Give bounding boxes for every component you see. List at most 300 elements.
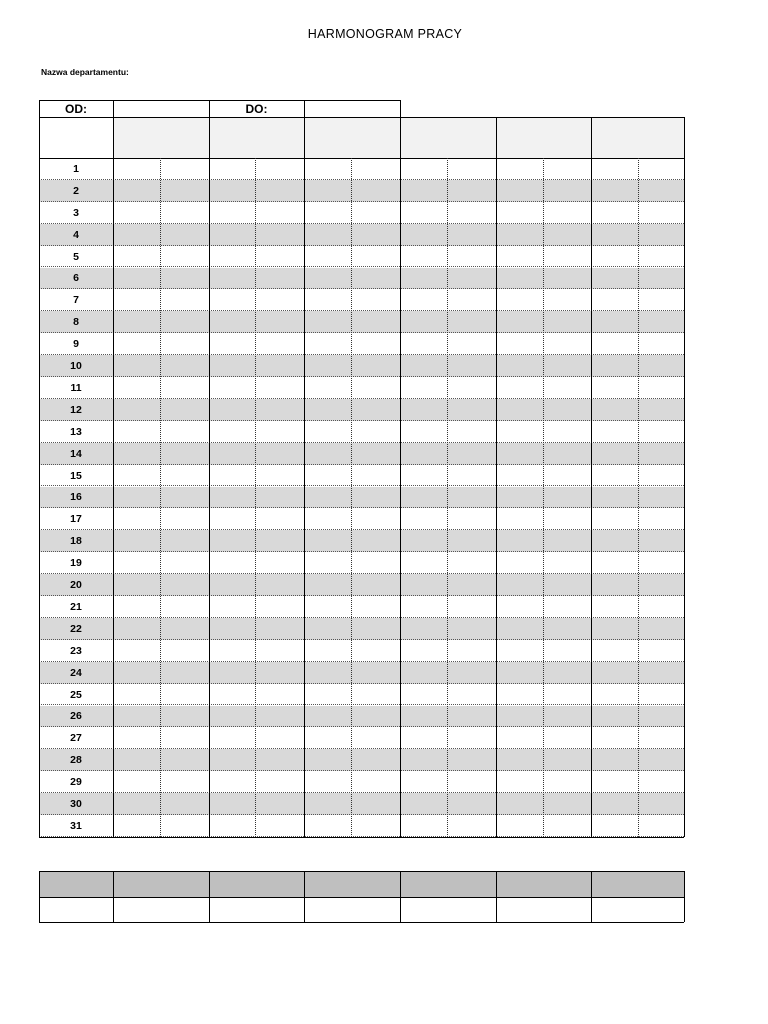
schedule-cell[interactable] — [497, 378, 542, 398]
schedule-cell[interactable] — [352, 619, 399, 639]
schedule-cell[interactable] — [544, 509, 590, 529]
schedule-cell[interactable] — [210, 290, 254, 310]
schedule-cell[interactable] — [401, 466, 446, 486]
schedule-cell[interactable] — [161, 794, 208, 814]
schedule-cell[interactable] — [114, 225, 159, 245]
schedule-cell[interactable] — [639, 444, 683, 464]
schedule-cell[interactable] — [305, 707, 350, 727]
schedule-cell[interactable] — [544, 225, 590, 245]
summary-cell[interactable] — [498, 873, 589, 894]
schedule-cell[interactable] — [448, 444, 495, 464]
schedule-cell[interactable] — [114, 575, 159, 595]
schedule-cell[interactable] — [497, 816, 542, 836]
summary-cell[interactable] — [306, 873, 398, 894]
schedule-cell[interactable] — [639, 707, 683, 727]
schedule-cell[interactable] — [592, 553, 637, 573]
schedule-cell[interactable] — [401, 356, 446, 376]
summary-cell[interactable] — [402, 899, 494, 920]
schedule-cell[interactable] — [256, 531, 303, 551]
schedule-cell[interactable] — [639, 356, 683, 376]
schedule-cell[interactable] — [352, 794, 399, 814]
schedule-cell[interactable] — [161, 553, 208, 573]
schedule-cell[interactable] — [592, 247, 637, 267]
schedule-cell[interactable] — [305, 356, 350, 376]
schedule-cell[interactable] — [114, 619, 159, 639]
schedule-cell[interactable] — [448, 378, 495, 398]
schedule-cell[interactable] — [448, 816, 495, 836]
schedule-cell[interactable] — [544, 466, 590, 486]
schedule-cell[interactable] — [256, 400, 303, 420]
schedule-cell[interactable] — [352, 816, 399, 836]
schedule-cell[interactable] — [161, 159, 208, 179]
summary-cell[interactable] — [115, 873, 207, 894]
schedule-cell[interactable] — [256, 707, 303, 727]
schedule-cell[interactable] — [639, 509, 683, 529]
schedule-cell[interactable] — [114, 750, 159, 770]
schedule-cell[interactable] — [352, 378, 399, 398]
schedule-cell[interactable] — [114, 466, 159, 486]
schedule-cell[interactable] — [210, 772, 254, 792]
schedule-cell[interactable] — [352, 663, 399, 683]
schedule-cell[interactable] — [544, 400, 590, 420]
schedule-cell[interactable] — [497, 641, 542, 661]
schedule-cell[interactable] — [210, 181, 254, 201]
schedule-cell[interactable] — [352, 225, 399, 245]
schedule-cell[interactable] — [352, 707, 399, 727]
schedule-cell[interactable] — [448, 553, 495, 573]
schedule-cell[interactable] — [114, 707, 159, 727]
schedule-cell[interactable] — [305, 378, 350, 398]
schedule-cell[interactable] — [448, 794, 495, 814]
schedule-cell[interactable] — [210, 444, 254, 464]
schedule-cell[interactable] — [448, 400, 495, 420]
summary-cell[interactable] — [115, 899, 207, 920]
schedule-cell[interactable] — [592, 444, 637, 464]
schedule-cell[interactable] — [448, 269, 495, 289]
schedule-cell[interactable] — [256, 356, 303, 376]
summary-cell[interactable] — [211, 899, 302, 920]
schedule-cell[interactable] — [497, 334, 542, 354]
schedule-cell[interactable] — [256, 488, 303, 508]
schedule-cell[interactable] — [401, 685, 446, 705]
schedule-cell[interactable] — [401, 269, 446, 289]
schedule-cell[interactable] — [256, 509, 303, 529]
schedule-cell[interactable] — [114, 641, 159, 661]
schedule-cell[interactable] — [352, 597, 399, 617]
schedule-cell[interactable] — [161, 225, 208, 245]
schedule-cell[interactable] — [448, 750, 495, 770]
schedule-cell[interactable] — [448, 619, 495, 639]
schedule-cell[interactable] — [305, 159, 350, 179]
schedule-cell[interactable] — [210, 247, 254, 267]
schedule-cell[interactable] — [401, 619, 446, 639]
schedule-cell[interactable] — [114, 531, 159, 551]
schedule-cell[interactable] — [210, 466, 254, 486]
schedule-cell[interactable] — [639, 378, 683, 398]
schedule-cell[interactable] — [210, 685, 254, 705]
schedule-cell[interactable] — [305, 597, 350, 617]
schedule-cell[interactable] — [256, 619, 303, 639]
schedule-cell[interactable] — [161, 269, 208, 289]
schedule-cell[interactable] — [352, 203, 399, 223]
schedule-cell[interactable] — [639, 597, 683, 617]
schedule-cell[interactable] — [448, 772, 495, 792]
schedule-cell[interactable] — [497, 794, 542, 814]
schedule-cell[interactable] — [305, 488, 350, 508]
schedule-cell[interactable] — [256, 794, 303, 814]
schedule-cell[interactable] — [401, 553, 446, 573]
schedule-cell[interactable] — [210, 531, 254, 551]
schedule-cell[interactable] — [497, 422, 542, 442]
schedule-cell[interactable] — [448, 312, 495, 332]
schedule-cell[interactable] — [210, 378, 254, 398]
schedule-cell[interactable] — [544, 553, 590, 573]
schedule-cell[interactable] — [161, 509, 208, 529]
schedule-cell[interactable] — [305, 225, 350, 245]
schedule-cell[interactable] — [352, 575, 399, 595]
schedule-cell[interactable] — [210, 816, 254, 836]
schedule-cell[interactable] — [352, 772, 399, 792]
schedule-cell[interactable] — [592, 334, 637, 354]
schedule-cell[interactable] — [401, 444, 446, 464]
schedule-cell[interactable] — [114, 794, 159, 814]
schedule-cell[interactable] — [544, 444, 590, 464]
schedule-cell[interactable] — [639, 772, 683, 792]
schedule-cell[interactable] — [497, 488, 542, 508]
schedule-cell[interactable] — [305, 312, 350, 332]
schedule-cell[interactable] — [497, 597, 542, 617]
schedule-cell[interactable] — [448, 641, 495, 661]
schedule-cell[interactable] — [305, 575, 350, 595]
schedule-cell[interactable] — [161, 334, 208, 354]
schedule-cell[interactable] — [639, 422, 683, 442]
schedule-cell[interactable] — [114, 685, 159, 705]
schedule-cell[interactable] — [305, 509, 350, 529]
schedule-cell[interactable] — [639, 159, 683, 179]
schedule-cell[interactable] — [161, 181, 208, 201]
schedule-cell[interactable] — [256, 750, 303, 770]
schedule-cell[interactable] — [114, 247, 159, 267]
schedule-cell[interactable] — [352, 685, 399, 705]
schedule-cell[interactable] — [497, 290, 542, 310]
schedule-cell[interactable] — [161, 816, 208, 836]
schedule-cell[interactable] — [448, 290, 495, 310]
schedule-cell[interactable] — [352, 400, 399, 420]
schedule-cell[interactable] — [210, 269, 254, 289]
schedule-cell[interactable] — [114, 378, 159, 398]
schedule-cell[interactable] — [114, 181, 159, 201]
schedule-cell[interactable] — [639, 663, 683, 683]
schedule-cell[interactable] — [639, 400, 683, 420]
schedule-cell[interactable] — [161, 247, 208, 267]
schedule-cell[interactable] — [544, 772, 590, 792]
schedule-cell[interactable] — [497, 400, 542, 420]
schedule-cell[interactable] — [401, 575, 446, 595]
schedule-cell[interactable] — [448, 488, 495, 508]
schedule-cell[interactable] — [448, 247, 495, 267]
schedule-cell[interactable] — [639, 334, 683, 354]
schedule-cell[interactable] — [401, 181, 446, 201]
schedule-cell[interactable] — [305, 641, 350, 661]
schedule-cell[interactable] — [161, 422, 208, 442]
schedule-cell[interactable] — [256, 422, 303, 442]
schedule-cell[interactable] — [401, 247, 446, 267]
schedule-cell[interactable] — [497, 772, 542, 792]
schedule-cell[interactable] — [305, 269, 350, 289]
schedule-cell[interactable] — [448, 707, 495, 727]
schedule-cell[interactable] — [114, 203, 159, 223]
schedule-cell[interactable] — [114, 312, 159, 332]
schedule-cell[interactable] — [544, 575, 590, 595]
schedule-cell[interactable] — [352, 728, 399, 748]
schedule-cell[interactable] — [114, 356, 159, 376]
schedule-cell[interactable] — [352, 334, 399, 354]
schedule-cell[interactable] — [592, 159, 637, 179]
schedule-cell[interactable] — [352, 641, 399, 661]
schedule-cell[interactable] — [401, 378, 446, 398]
schedule-cell[interactable] — [352, 553, 399, 573]
schedule-cell[interactable] — [161, 444, 208, 464]
schedule-cell[interactable] — [497, 203, 542, 223]
summary-cell[interactable] — [211, 873, 302, 894]
schedule-cell[interactable] — [352, 356, 399, 376]
schedule-cell[interactable] — [544, 597, 590, 617]
schedule-cell[interactable] — [639, 312, 683, 332]
schedule-cell[interactable] — [639, 466, 683, 486]
schedule-cell[interactable] — [352, 312, 399, 332]
schedule-cell[interactable] — [114, 488, 159, 508]
schedule-cell[interactable] — [256, 641, 303, 661]
summary-cell[interactable] — [306, 899, 398, 920]
schedule-cell[interactable] — [592, 290, 637, 310]
schedule-cell[interactable] — [544, 290, 590, 310]
schedule-cell[interactable] — [497, 619, 542, 639]
schedule-cell[interactable] — [401, 334, 446, 354]
schedule-cell[interactable] — [448, 509, 495, 529]
schedule-cell[interactable] — [592, 641, 637, 661]
schedule-cell[interactable] — [161, 488, 208, 508]
schedule-cell[interactable] — [352, 444, 399, 464]
schedule-cell[interactable] — [544, 531, 590, 551]
schedule-cell[interactable] — [256, 685, 303, 705]
schedule-cell[interactable] — [592, 356, 637, 376]
schedule-cell[interactable] — [401, 597, 446, 617]
schedule-cell[interactable] — [161, 707, 208, 727]
schedule-cell[interactable] — [210, 225, 254, 245]
schedule-cell[interactable] — [256, 772, 303, 792]
schedule-cell[interactable] — [161, 750, 208, 770]
schedule-cell[interactable] — [305, 750, 350, 770]
summary-cell[interactable] — [593, 899, 682, 920]
schedule-cell[interactable] — [448, 728, 495, 748]
schedule-cell[interactable] — [497, 312, 542, 332]
schedule-cell[interactable] — [592, 378, 637, 398]
schedule-cell[interactable] — [401, 794, 446, 814]
schedule-cell[interactable] — [161, 641, 208, 661]
schedule-cell[interactable] — [210, 641, 254, 661]
schedule-cell[interactable] — [256, 444, 303, 464]
schedule-cell[interactable] — [256, 247, 303, 267]
schedule-cell[interactable] — [352, 159, 399, 179]
schedule-cell[interactable] — [114, 553, 159, 573]
schedule-cell[interactable] — [639, 641, 683, 661]
schedule-cell[interactable] — [497, 553, 542, 573]
schedule-cell[interactable] — [305, 247, 350, 267]
schedule-cell[interactable] — [544, 685, 590, 705]
schedule-cell[interactable] — [210, 356, 254, 376]
schedule-cell[interactable] — [352, 290, 399, 310]
schedule-cell[interactable] — [401, 531, 446, 551]
schedule-cell[interactable] — [592, 531, 637, 551]
schedule-cell[interactable] — [161, 728, 208, 748]
schedule-cell[interactable] — [305, 290, 350, 310]
schedule-cell[interactable] — [161, 378, 208, 398]
schedule-cell[interactable] — [448, 203, 495, 223]
schedule-cell[interactable] — [639, 553, 683, 573]
schedule-cell[interactable] — [256, 290, 303, 310]
schedule-cell[interactable] — [256, 553, 303, 573]
schedule-cell[interactable] — [592, 816, 637, 836]
schedule-cell[interactable] — [497, 225, 542, 245]
to-date-cell[interactable] — [306, 102, 398, 116]
schedule-cell[interactable] — [544, 488, 590, 508]
schedule-cell[interactable] — [305, 816, 350, 836]
schedule-cell[interactable] — [544, 159, 590, 179]
schedule-cell[interactable] — [448, 575, 495, 595]
schedule-cell[interactable] — [114, 663, 159, 683]
schedule-cell[interactable] — [592, 181, 637, 201]
schedule-cell[interactable] — [114, 444, 159, 464]
schedule-cell[interactable] — [210, 575, 254, 595]
schedule-cell[interactable] — [161, 575, 208, 595]
schedule-cell[interactable] — [497, 685, 542, 705]
schedule-cell[interactable] — [114, 400, 159, 420]
schedule-cell[interactable] — [305, 685, 350, 705]
schedule-cell[interactable] — [639, 181, 683, 201]
schedule-cell[interactable] — [256, 269, 303, 289]
schedule-cell[interactable] — [114, 269, 159, 289]
schedule-cell[interactable] — [305, 466, 350, 486]
schedule-cell[interactable] — [592, 750, 637, 770]
schedule-cell[interactable] — [592, 794, 637, 814]
schedule-cell[interactable] — [639, 750, 683, 770]
schedule-cell[interactable] — [639, 794, 683, 814]
schedule-cell[interactable] — [352, 269, 399, 289]
schedule-cell[interactable] — [114, 334, 159, 354]
schedule-cell[interactable] — [401, 159, 446, 179]
schedule-cell[interactable] — [401, 225, 446, 245]
schedule-cell[interactable] — [114, 772, 159, 792]
schedule-cell[interactable] — [352, 422, 399, 442]
schedule-cell[interactable] — [401, 422, 446, 442]
schedule-cell[interactable] — [497, 181, 542, 201]
schedule-cell[interactable] — [544, 181, 590, 201]
schedule-cell[interactable] — [161, 663, 208, 683]
schedule-cell[interactable] — [305, 181, 350, 201]
schedule-cell[interactable] — [639, 685, 683, 705]
schedule-cell[interactable] — [592, 422, 637, 442]
schedule-cell[interactable] — [210, 422, 254, 442]
schedule-cell[interactable] — [256, 663, 303, 683]
schedule-cell[interactable] — [544, 707, 590, 727]
schedule-cell[interactable] — [114, 422, 159, 442]
schedule-cell[interactable] — [592, 225, 637, 245]
schedule-cell[interactable] — [305, 422, 350, 442]
schedule-cell[interactable] — [305, 334, 350, 354]
schedule-cell[interactable] — [592, 575, 637, 595]
schedule-cell[interactable] — [352, 247, 399, 267]
summary-cell[interactable] — [498, 899, 589, 920]
schedule-cell[interactable] — [592, 663, 637, 683]
schedule-cell[interactable] — [448, 685, 495, 705]
schedule-cell[interactable] — [352, 750, 399, 770]
schedule-cell[interactable] — [497, 575, 542, 595]
schedule-cell[interactable] — [448, 159, 495, 179]
schedule-cell[interactable] — [544, 269, 590, 289]
schedule-cell[interactable] — [448, 334, 495, 354]
schedule-cell[interactable] — [639, 290, 683, 310]
schedule-cell[interactable] — [401, 203, 446, 223]
schedule-cell[interactable] — [161, 400, 208, 420]
schedule-cell[interactable] — [401, 816, 446, 836]
schedule-cell[interactable] — [639, 269, 683, 289]
schedule-cell[interactable] — [161, 685, 208, 705]
schedule-cell[interactable] — [256, 728, 303, 748]
schedule-cell[interactable] — [639, 247, 683, 267]
schedule-cell[interactable] — [639, 816, 683, 836]
schedule-cell[interactable] — [161, 772, 208, 792]
schedule-cell[interactable] — [401, 509, 446, 529]
schedule-cell[interactable] — [256, 466, 303, 486]
schedule-cell[interactable] — [305, 531, 350, 551]
schedule-cell[interactable] — [544, 312, 590, 332]
schedule-cell[interactable] — [544, 422, 590, 442]
summary-cell[interactable] — [402, 873, 494, 894]
schedule-cell[interactable] — [401, 663, 446, 683]
schedule-cell[interactable] — [210, 619, 254, 639]
schedule-cell[interactable] — [210, 597, 254, 617]
schedule-cell[interactable] — [256, 575, 303, 595]
schedule-cell[interactable] — [305, 772, 350, 792]
schedule-cell[interactable] — [210, 203, 254, 223]
schedule-cell[interactable] — [544, 750, 590, 770]
schedule-cell[interactable] — [497, 356, 542, 376]
schedule-cell[interactable] — [448, 466, 495, 486]
schedule-cell[interactable] — [352, 488, 399, 508]
schedule-cell[interactable] — [544, 816, 590, 836]
schedule-cell[interactable] — [114, 290, 159, 310]
schedule-cell[interactable] — [352, 466, 399, 486]
schedule-cell[interactable] — [401, 641, 446, 661]
schedule-cell[interactable] — [114, 816, 159, 836]
schedule-cell[interactable] — [592, 619, 637, 639]
schedule-cell[interactable] — [497, 509, 542, 529]
schedule-cell[interactable] — [210, 312, 254, 332]
schedule-cell[interactable] — [497, 663, 542, 683]
schedule-cell[interactable] — [161, 466, 208, 486]
schedule-cell[interactable] — [161, 203, 208, 223]
schedule-cell[interactable] — [592, 707, 637, 727]
schedule-cell[interactable] — [592, 488, 637, 508]
schedule-cell[interactable] — [497, 159, 542, 179]
schedule-cell[interactable] — [210, 334, 254, 354]
summary-cell[interactable] — [593, 873, 682, 894]
schedule-cell[interactable] — [497, 466, 542, 486]
schedule-cell[interactable] — [544, 378, 590, 398]
schedule-cell[interactable] — [592, 772, 637, 792]
schedule-cell[interactable] — [305, 444, 350, 464]
schedule-cell[interactable] — [592, 509, 637, 529]
